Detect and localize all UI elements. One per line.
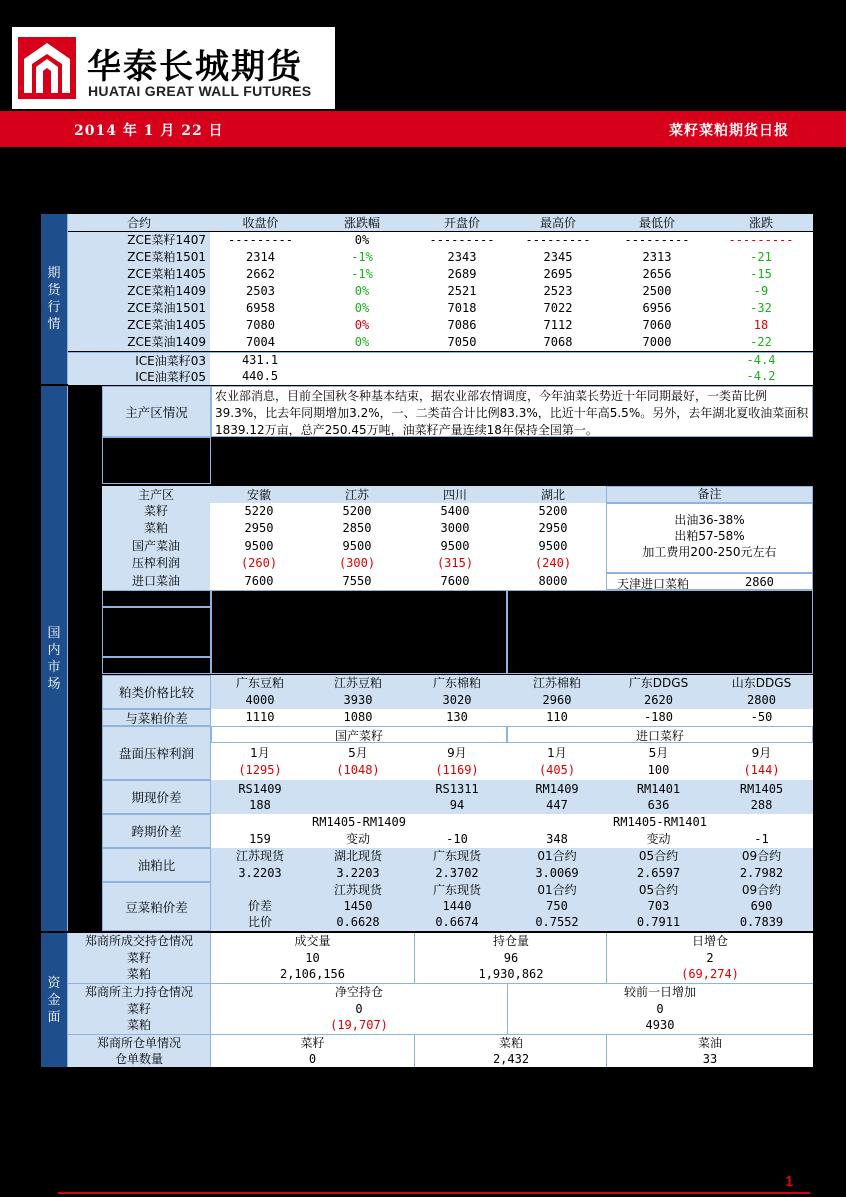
futures-cell: 7080 bbox=[246, 318, 275, 332]
futures-cell: 7004 bbox=[246, 335, 275, 349]
futures-cell: -32 bbox=[750, 301, 772, 315]
region-row-label: 国产菜油 bbox=[131, 538, 180, 553]
capital-warehouse-title: 郑商所仓单情况 bbox=[96, 1036, 181, 1050]
futures-cell: --------- bbox=[624, 233, 690, 247]
region-price-cell: 9500 bbox=[538, 538, 568, 553]
capital-warehouse-cell: 2,432 bbox=[492, 1052, 530, 1066]
futures-contract: ZCE菜粕1405 bbox=[127, 267, 206, 281]
basis-contract-cell: RM1405 bbox=[739, 782, 784, 796]
region-price-cell: 9500 bbox=[244, 538, 274, 553]
origin-news-text: 农业部消息，目前全国秋冬种基本结束，据农业部农情调度，今年油菜长势近十年同期最好，一类苗比例39.3%，比去年同期增加3.2%，一、二类苗合计比例83.3%，比近十年高5.5%。另外，去年湖北夏收油菜面积1839.12万亩，总产250.45万吨，油菜籽产量连续18年保持全国第一。 bbox=[211, 386, 813, 437]
oil-meal-value-cell: 3.2203 bbox=[238, 866, 282, 880]
ice-change: -4.2 bbox=[746, 369, 776, 383]
futures-header-cell: 涨跌 bbox=[748, 216, 773, 230]
meal-name-cell: 山东DDGS bbox=[731, 676, 792, 690]
futures-cell: 2345 bbox=[543, 250, 573, 264]
page-number: 1 bbox=[785, 1173, 794, 1190]
report-title: 菜籽菜粕期货日报 bbox=[669, 123, 789, 139]
capital-main-cell: (19,707) bbox=[330, 1018, 388, 1032]
ice-contract: ICE油菜籽03 bbox=[135, 353, 206, 368]
region-price-cell: 5200 bbox=[538, 504, 568, 518]
spread-label: 跨期价差 bbox=[102, 814, 211, 848]
meal-diff-cell: 110 bbox=[546, 710, 568, 724]
futures-cell: -1% bbox=[351, 267, 373, 281]
spread-value-cell: 变动 bbox=[646, 832, 671, 846]
meal-diff-cell: 130 bbox=[446, 710, 468, 724]
futures-cell: 2503 bbox=[246, 284, 275, 298]
crush-month-cell: 5月 bbox=[648, 746, 669, 760]
futures-cell: 2314 bbox=[246, 250, 275, 264]
soy-rape-diff-label: 价差 bbox=[247, 899, 272, 913]
region-price-cell: (315) bbox=[436, 556, 474, 571]
futures-cell: 0% bbox=[354, 284, 370, 298]
capital-warehouse-cell: 0 bbox=[308, 1052, 317, 1066]
soy-rape-ratio-label: 比价 bbox=[247, 915, 272, 929]
crush-value-cell: 100 bbox=[647, 763, 670, 777]
crush-value-cell: (1048) bbox=[336, 763, 380, 777]
ice-close: 431.1 bbox=[241, 353, 279, 367]
section-capital bbox=[41, 933, 68, 1067]
oil-meal-name-cell: 09合约 bbox=[741, 849, 782, 863]
oil-meal-value-cell: 3.2203 bbox=[336, 866, 380, 880]
capital-volume-header: 持仓量 bbox=[492, 934, 529, 948]
oil-meal-name-cell: 广东现货 bbox=[432, 849, 481, 863]
meal-diff-cell: 1080 bbox=[343, 710, 373, 724]
spread-left-title: RM1405-RM1409 bbox=[312, 815, 406, 829]
meal-price-cell: 2960 bbox=[542, 693, 572, 707]
futures-cell: 7086 bbox=[447, 318, 477, 332]
futures-cell: --------- bbox=[728, 233, 794, 247]
basis-value-cell: 188 bbox=[249, 798, 271, 812]
basis-label: 期现价差 bbox=[102, 780, 211, 814]
basis-value-cell bbox=[309, 797, 407, 813]
capital-main-cell: 4930 bbox=[645, 1018, 675, 1032]
meal-price-cell: 3930 bbox=[343, 693, 373, 707]
region-row-label: 菜粕 bbox=[143, 521, 168, 536]
futures-header-cell: 最低价 bbox=[638, 216, 675, 230]
capital-volume-row-label: 菜粕 bbox=[126, 967, 151, 981]
footer-line bbox=[58, 1192, 810, 1194]
meal-name-cell: 广东棉粕 bbox=[432, 676, 481, 690]
logo-english-name: HUATAI GREAT WALL FUTURES bbox=[88, 83, 312, 99]
futures-header-cell: 最高价 bbox=[539, 216, 576, 230]
region-price-cell: 2950 bbox=[244, 521, 274, 536]
crush-domestic-title: 国产菜籽 bbox=[211, 726, 507, 743]
basis-value-cell: 94 bbox=[449, 798, 465, 812]
futures-cell: 2343 bbox=[447, 250, 477, 264]
crush-value-cell: (405) bbox=[538, 763, 576, 777]
ice-row bbox=[68, 352, 813, 368]
spread-value-cell: -10 bbox=[446, 832, 468, 846]
soy-rape-diff-cell: 750 bbox=[546, 899, 568, 913]
region-row-label: 压榨利润 bbox=[131, 556, 180, 571]
section-domestic bbox=[41, 386, 68, 931]
capital-main-cell: 0 bbox=[656, 1002, 664, 1016]
futures-contract: ZCE菜籽1407 bbox=[127, 233, 206, 247]
futures-cell: 7112 bbox=[543, 318, 573, 332]
spread-right-title: RM1405-RM1401 bbox=[613, 815, 707, 829]
soy-rape-diff-cell: 690 bbox=[750, 899, 773, 913]
futures-cell: 7050 bbox=[447, 335, 477, 349]
crush-label: 盘面压榨利润 bbox=[102, 726, 211, 780]
soy-rape-name-cell: 09合约 bbox=[741, 883, 782, 897]
blank-cell bbox=[102, 437, 211, 484]
basis-value-cell: 447 bbox=[546, 798, 568, 812]
company-logo bbox=[12, 27, 335, 109]
soy-rape-name-cell: 江苏现货 bbox=[333, 883, 382, 897]
region-header-cell: 湖北 bbox=[540, 488, 565, 502]
futures-cell: 2313 bbox=[642, 250, 672, 264]
futures-cell: 2521 bbox=[447, 284, 477, 298]
soy-rape-ratio-cell: 0.6674 bbox=[435, 915, 479, 929]
blank-cell bbox=[102, 590, 211, 607]
capital-volume-cell: 1,930,862 bbox=[478, 967, 544, 981]
soy-rape-name-cell: 01合约 bbox=[537, 883, 577, 897]
capital-main-row-label: 菜粕 bbox=[126, 1018, 151, 1032]
region-price-cell: (300) bbox=[338, 556, 376, 571]
soy-rape-name-cell bbox=[211, 882, 309, 898]
futures-cell: 2662 bbox=[246, 267, 275, 281]
meal-name-cell: 广东豆粕 bbox=[235, 676, 284, 690]
note-line: 出粕57-58% bbox=[674, 529, 745, 543]
region-price-cell: 5220 bbox=[244, 504, 274, 518]
section-futures bbox=[41, 214, 68, 384]
ice-row bbox=[68, 368, 813, 384]
capital-volume-cell: (69,274) bbox=[681, 967, 739, 981]
capital-volume-cell: 96 bbox=[503, 951, 519, 965]
futures-cell: -1% bbox=[351, 250, 373, 264]
futures-cell: 7022 bbox=[543, 301, 573, 315]
tianjin-row bbox=[606, 573, 813, 590]
report-banner bbox=[0, 111, 846, 147]
futures-cell: -22 bbox=[750, 335, 772, 349]
region-price-cell: (260) bbox=[240, 556, 278, 571]
region-price-cell: 7600 bbox=[244, 573, 274, 588]
futures-header-row bbox=[68, 214, 813, 231]
crush-month-cell: 9月 bbox=[447, 746, 467, 760]
capital-volume-cell: 2 bbox=[706, 951, 714, 965]
futures-contract: ZCE菜油1501 bbox=[127, 301, 206, 315]
region-header-cell: 江苏 bbox=[344, 488, 369, 502]
soy-rape-ratio-cell: 0.7552 bbox=[535, 915, 579, 929]
meal-name-cell: 广东DDGS bbox=[628, 676, 689, 690]
basis-contract-cell: RM1409 bbox=[535, 782, 579, 796]
futures-cell: --------- bbox=[227, 233, 294, 247]
meal-price-cell: 2800 bbox=[747, 693, 776, 707]
basis-contract-cell bbox=[309, 781, 407, 797]
notes-header: 备注 bbox=[606, 486, 813, 503]
crush-value-cell: (1295) bbox=[238, 763, 282, 777]
capital-volume-cell: 10 bbox=[305, 951, 320, 965]
futures-cell: -15 bbox=[750, 267, 772, 281]
capital-volume-cell: 2,106,156 bbox=[279, 967, 346, 981]
capital-main-cell: 0 bbox=[355, 1002, 363, 1016]
note-line: 加工费用200-250元左右 bbox=[642, 545, 777, 559]
soy-rape-diff-cell: 1440 bbox=[442, 899, 472, 913]
region-price-cell: 5200 bbox=[342, 504, 372, 518]
spread-value-cell: 348 bbox=[546, 832, 568, 846]
soy-rape-label: 豆菜粕价差 bbox=[102, 882, 211, 931]
note-line: 出油36-38% bbox=[674, 513, 745, 527]
region-price-cell: 8000 bbox=[538, 573, 568, 588]
crush-value-cell: (1169) bbox=[435, 763, 479, 777]
meal-diff-cell: -50 bbox=[750, 710, 773, 724]
capital-volume-header: 成交量 bbox=[294, 934, 331, 948]
region-price-cell: 7550 bbox=[342, 573, 372, 588]
ice-close: 440.5 bbox=[241, 369, 279, 383]
region-header-row bbox=[102, 486, 606, 503]
futures-cell: 18 bbox=[753, 318, 769, 332]
oil-meal-value-cell: 2.3702 bbox=[435, 866, 479, 880]
crush-month-cell: 5月 bbox=[348, 746, 368, 760]
soy-rape-ratio-cell: 0.7839 bbox=[739, 915, 784, 929]
section-domestic-label: 国内市场 bbox=[47, 625, 61, 692]
meal-name-cell: 江苏棉粕 bbox=[532, 676, 581, 690]
oil-meal-label: 油粕比 bbox=[102, 848, 211, 882]
oil-meal-name-cell: 湖北现货 bbox=[333, 849, 382, 863]
futures-cell: 6958 bbox=[246, 301, 275, 315]
oil-meal-name-cell: 05合约 bbox=[638, 849, 679, 863]
futures-contract: ZCE菜油1409 bbox=[127, 335, 206, 349]
section-capital-label: 资金面 bbox=[47, 975, 61, 1025]
futures-cell: 0% bbox=[354, 233, 370, 247]
futures-cell: 2695 bbox=[543, 267, 573, 281]
oil-meal-value-cell: 2.7982 bbox=[739, 866, 784, 880]
logo-chinese-name: 华泰长城期货 bbox=[87, 47, 303, 87]
futures-header-cell: 收盘价 bbox=[242, 216, 279, 230]
spread-value-cell: -1 bbox=[754, 832, 769, 846]
ice-contract: ICE油菜籽05 bbox=[135, 369, 206, 384]
company-logo-icon bbox=[18, 37, 76, 99]
oil-meal-name-cell: 江苏现货 bbox=[235, 849, 284, 863]
crush-month-cell: 1月 bbox=[250, 746, 270, 760]
capital-main-title: 郑商所主力持仓情况 bbox=[84, 985, 193, 999]
capital-volume-title: 郑商所成交持仓情况 bbox=[84, 934, 193, 948]
tianjin-label: 天津进口菜粕 bbox=[617, 577, 690, 590]
blank-cell bbox=[211, 590, 507, 674]
meal-price-cell: 4000 bbox=[245, 693, 275, 707]
soy-rape-name-cell: 广东现货 bbox=[432, 883, 481, 897]
oil-meal-value-cell: 3.0069 bbox=[535, 866, 579, 880]
futures-contract: ZCE菜粕1409 bbox=[127, 284, 206, 298]
meal-price-cell: 2620 bbox=[644, 693, 673, 707]
ice-change: -4.4 bbox=[746, 353, 776, 367]
region-price-cell: 3000 bbox=[440, 521, 470, 536]
soy-rape-diff-cell: 1450 bbox=[343, 899, 373, 913]
region-price-cell: 9500 bbox=[342, 538, 372, 553]
basis-contract-cell: RS1409 bbox=[238, 782, 282, 796]
futures-header-cell: 涨跌幅 bbox=[343, 216, 380, 230]
soy-rape-ratio-cell: 0.6628 bbox=[336, 915, 380, 929]
futures-cell: 0% bbox=[354, 301, 370, 315]
capital-volume-header: 日增仓 bbox=[691, 934, 728, 948]
soy-rape-ratio-cell: 0.7911 bbox=[636, 915, 681, 929]
region-header-cell: 四川 bbox=[442, 488, 467, 502]
oil-meal-name-cell: 01合约 bbox=[537, 849, 577, 863]
blank-cell bbox=[102, 657, 211, 674]
region-row-label: 进口菜油 bbox=[131, 573, 180, 588]
meal-diff-cell: -180 bbox=[644, 710, 673, 724]
blank-cell bbox=[507, 590, 813, 674]
meal-price-cell: 3020 bbox=[442, 693, 472, 707]
futures-cell: 2656 bbox=[642, 267, 672, 281]
basis-value-cell: 288 bbox=[750, 798, 773, 812]
futures-contract: ZCE菜粕1501 bbox=[127, 250, 206, 264]
crush-month-cell: 1月 bbox=[547, 746, 567, 760]
notes-cell bbox=[606, 503, 813, 573]
blank-cell bbox=[102, 607, 211, 657]
region-header-cell: 主产区 bbox=[137, 488, 174, 502]
futures-cell: 7060 bbox=[642, 318, 672, 332]
region-price-cell: 7600 bbox=[440, 573, 470, 588]
meal-compare-label: 粕类价格比较 bbox=[102, 675, 211, 709]
spread-value-cell: 159 bbox=[249, 832, 271, 846]
region-price-cell: 2850 bbox=[342, 521, 372, 536]
futures-cell: 0% bbox=[354, 318, 370, 332]
crush-month-cell: 9月 bbox=[751, 746, 772, 760]
futures-cell: 7000 bbox=[642, 335, 672, 349]
capital-warehouse-header: 菜粕 bbox=[498, 1036, 523, 1050]
futures-cell: --------- bbox=[525, 233, 591, 247]
capital-main-header: 净空持仓 bbox=[334, 985, 383, 999]
futures-contract: ZCE菜油1405 bbox=[127, 318, 206, 332]
futures-cell: -9 bbox=[753, 284, 769, 298]
section-futures-label: 期货行情 bbox=[47, 266, 61, 332]
capital-warehouse-header: 菜油 bbox=[697, 1036, 722, 1050]
spread-value-cell: 变动 bbox=[345, 832, 370, 846]
region-price-cell: 5400 bbox=[440, 504, 470, 518]
futures-header-cell: 开盘价 bbox=[443, 216, 480, 230]
region-price-cell: 2950 bbox=[538, 521, 568, 536]
futures-cell: 7018 bbox=[447, 301, 477, 315]
futures-cell: 6956 bbox=[642, 301, 672, 315]
crush-value-cell: (144) bbox=[743, 763, 780, 777]
futures-cell: 0% bbox=[354, 335, 370, 349]
futures-cell: 2689 bbox=[447, 267, 477, 281]
basis-contract-cell: RS1311 bbox=[435, 782, 479, 796]
crush-import-title: 进口菜籽 bbox=[507, 726, 813, 743]
region-header-cell: 安徽 bbox=[246, 488, 271, 502]
futures-cell: 7068 bbox=[543, 335, 573, 349]
soy-rape-diff-cell: 703 bbox=[647, 899, 670, 913]
futures-cell: 2500 bbox=[642, 284, 672, 298]
soy-rape-name-cell: 05合约 bbox=[638, 883, 679, 897]
report-date: 2014 年 1 月 22 日 bbox=[74, 123, 224, 139]
meal-name-cell: 江苏豆粕 bbox=[333, 676, 382, 690]
region-row-label: 菜籽 bbox=[143, 504, 168, 518]
meal-diff-label: 与菜粕价差 bbox=[102, 709, 211, 726]
capital-main-header: 较前一日增加 bbox=[623, 985, 696, 999]
futures-cell: --------- bbox=[429, 233, 495, 247]
origin-label: 主产区情况 bbox=[102, 386, 211, 437]
capital-main-row-label: 菜籽 bbox=[126, 1002, 151, 1016]
basis-contract-cell: RM1401 bbox=[636, 782, 681, 796]
futures-cell: 2523 bbox=[543, 284, 573, 298]
region-price-cell: (240) bbox=[534, 556, 572, 571]
futures-cell: -21 bbox=[750, 250, 772, 264]
basis-value-cell: 636 bbox=[647, 798, 670, 812]
tianjin-value: 2860 bbox=[745, 575, 774, 589]
capital-warehouse-sub: 仓单数量 bbox=[114, 1052, 163, 1066]
oil-meal-value-cell: 2.6597 bbox=[636, 866, 681, 880]
region-price-cell: 9500 bbox=[440, 538, 470, 553]
capital-warehouse-cell: 33 bbox=[702, 1052, 718, 1066]
capital-volume-row-label: 菜籽 bbox=[126, 951, 151, 965]
futures-header-cell: 合约 bbox=[126, 216, 151, 230]
meal-diff-cell: 1110 bbox=[245, 710, 275, 724]
capital-warehouse-header: 菜籽 bbox=[300, 1036, 325, 1050]
